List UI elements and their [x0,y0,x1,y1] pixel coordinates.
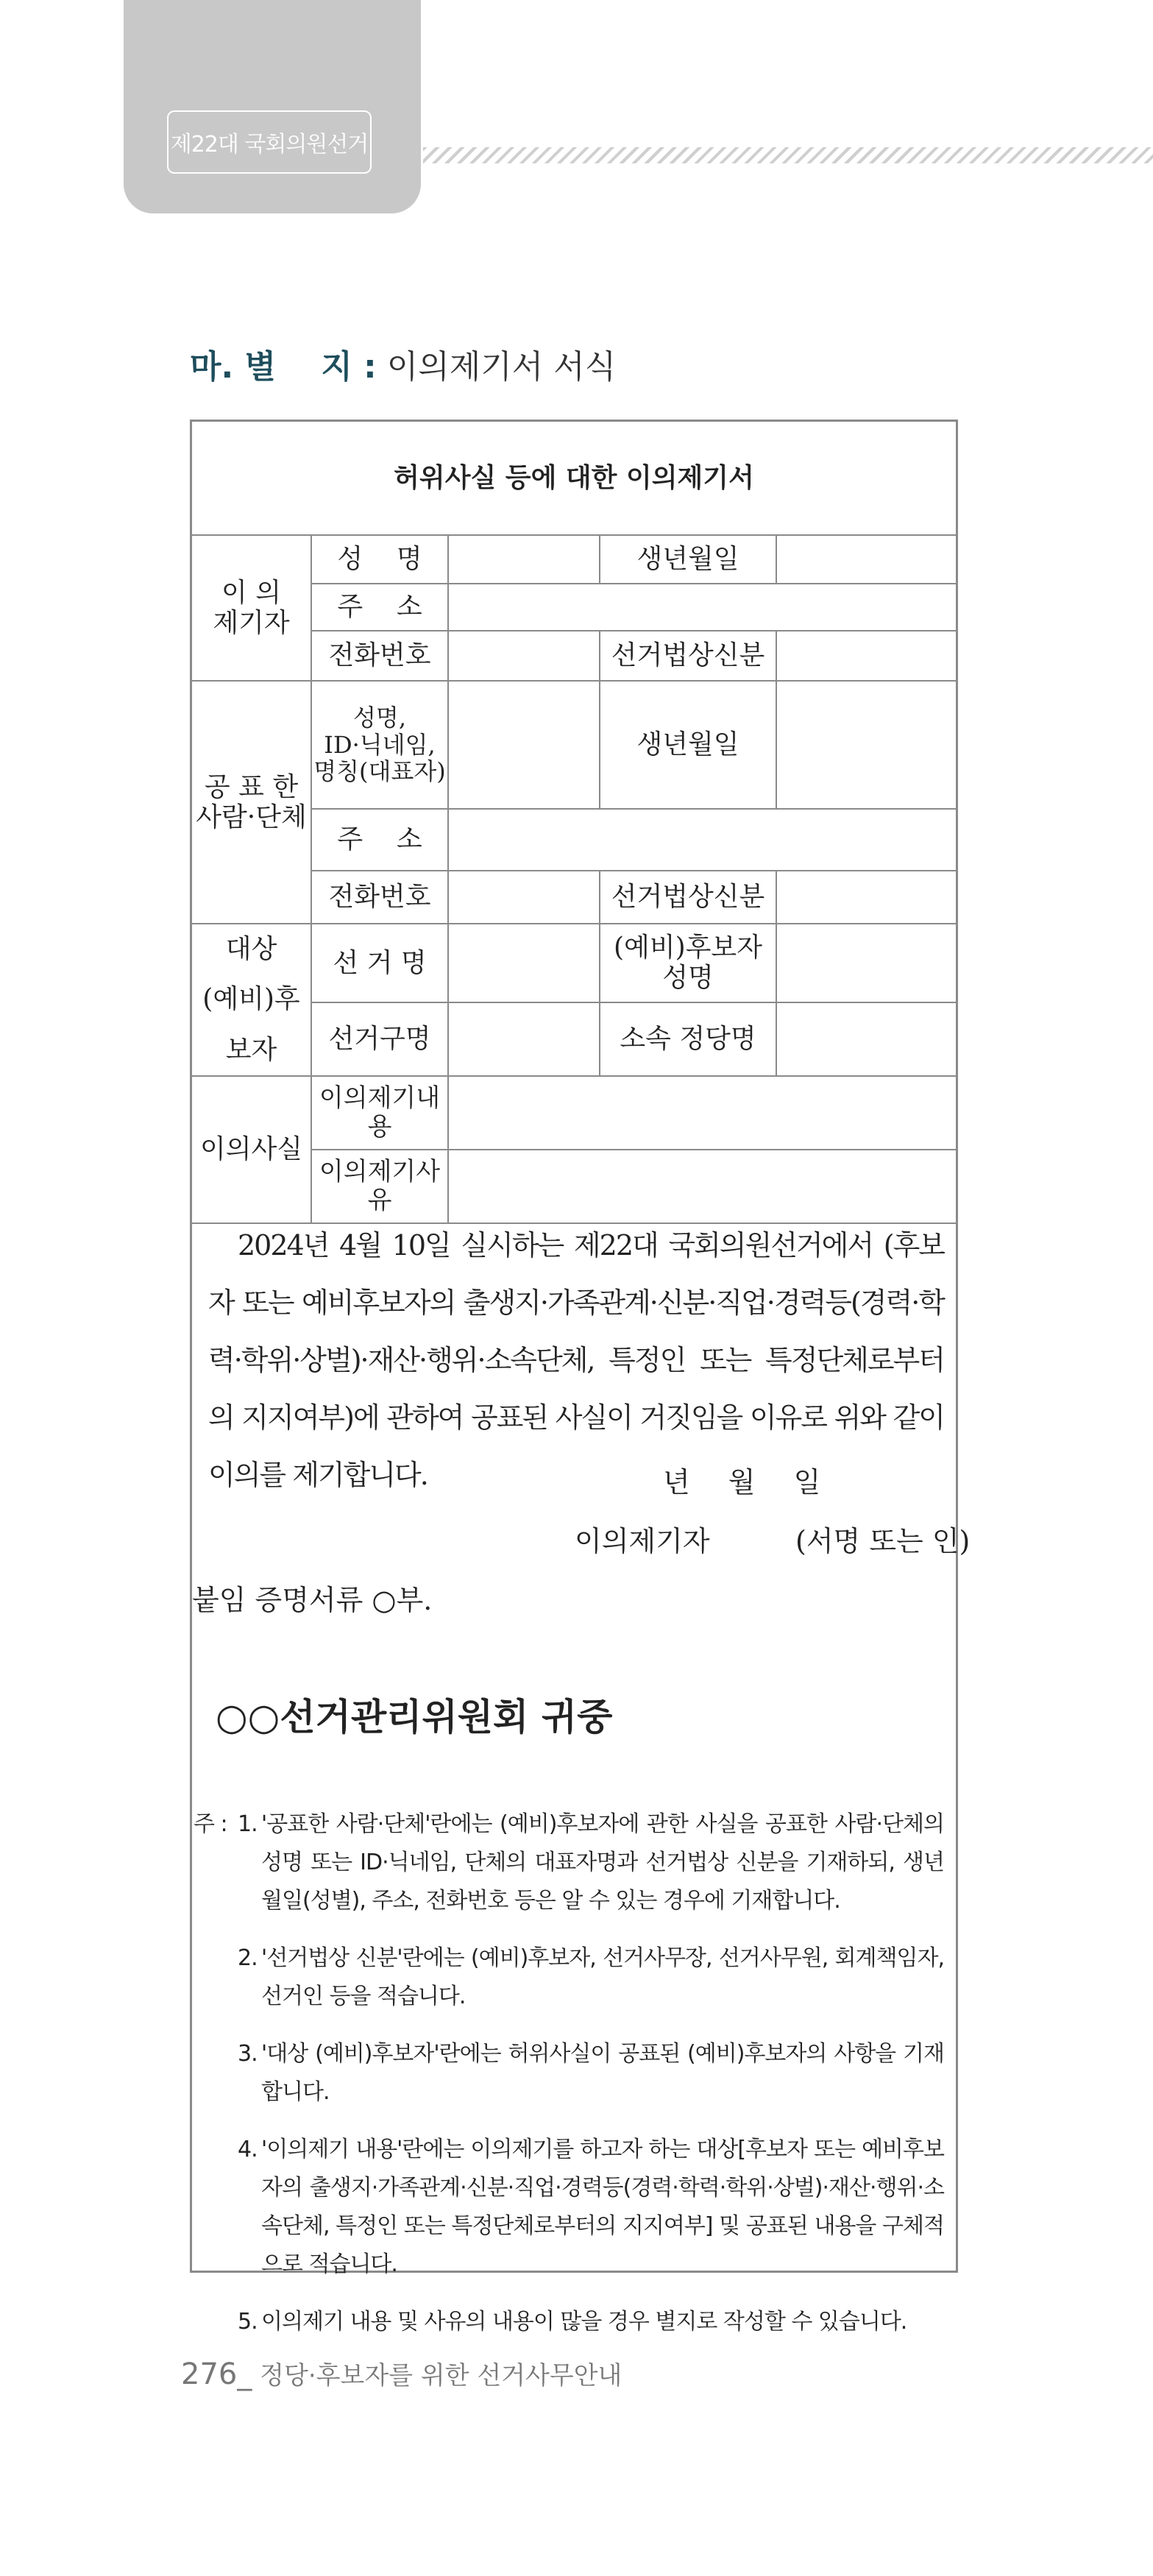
district-name-field[interactable] [448,1002,600,1077]
publisher-status-field[interactable] [776,871,956,924]
publisher-group-label: 공 표 한 사람·단체 [192,681,311,924]
recipient-line: ○○선거관리위원회 귀중 [216,1696,613,1738]
section-title [190,340,616,387]
party-name-field[interactable] [776,1002,956,1077]
note-number: 1. [238,1811,258,1837]
note-number: 4. [238,2137,258,2162]
objector-birth-field[interactable] [776,535,956,584]
party-name-label: 소속 정당명 [600,1002,776,1077]
objector-name-field[interactable] [448,535,600,584]
note-item [208,1805,944,1920]
header-stripe [423,147,1153,163]
objector-phone-label: 전화번호 [311,631,448,681]
signature-line [575,1518,971,1559]
signer-label: 이의제기자 [575,1525,710,1557]
signature-note: (서명 또는 인) [795,1525,971,1557]
objection-content-label: 이의제기내용 [311,1076,448,1150]
objection-content-field[interactable] [448,1076,956,1150]
objector-birth-label: 생년월일 [600,535,776,584]
objection-group-label: 이의사실 [192,1076,311,1223]
attachment-line: 붙임 증명서류 ○부. [192,1584,433,1616]
section-text: 이의제기서 서식 [376,348,617,386]
note-text: '대상 (예비)후보자'란에는 허위사실이 공표된 (예비)후보자의 사항을 기재합니다. [261,2041,944,2105]
form-title: 허위사실 등에 대한 이의제기서 [192,422,956,535]
publisher-birth-field[interactable] [776,681,956,809]
election-name-field[interactable] [448,924,600,1002]
note-item [208,2131,944,2284]
publisher-birth-label: 생년월일 [600,681,776,809]
objection-form [190,420,971,2335]
publisher-name-field[interactable] [448,681,600,809]
section-label: 마. 별 지 : [190,348,377,386]
date-line: 년 월 일 [663,1466,821,1498]
note-text: '공표한 사람·단체'란에는 (예비)후보자에 관한 사실을 공표한 사람·단체의 성명 또는 ID·닉네임, 단체의 대표자명과 선거법상 신분을 기재하되, 생년월일(성별), 주소, 전화번호 등은 알 수 있는 경우에 기재합니다. [261,1811,944,1914]
publisher-address-field[interactable] [448,809,956,871]
objection-reason-field[interactable] [448,1150,956,1223]
election-name-label: 선 거 명 [311,924,448,1002]
publisher-phone-label: 전화번호 [311,871,448,924]
objector-name-label: 성 명 [311,535,448,584]
candidate-group-label: 대상 (예비)후보자 [192,924,311,1076]
publisher-name-label: 성명, ID·닉네임, 명칭(대표자) [311,681,448,809]
note-item [208,1939,944,2016]
note-number: 3. [238,2041,258,2067]
page-number: 276_ [181,2357,252,2391]
notes-list [208,1805,944,2341]
notes-prefix: 주 : [194,1811,227,1837]
candidate-name-field[interactable] [776,924,956,1002]
header-tab [124,0,421,213]
form-table [192,422,956,1224]
objector-group-label: 이 의 제기자 [192,535,311,681]
note-text: 이의제기 내용 및 사유의 내용이 많을 경우 별지로 작성할 수 있습니다. [261,2309,907,2335]
note-text: '이의제기 내용'란에는 이의제기를 하고자 하는 대상[후보자 또는 예비후보자의 출생지·가족관계·신분·직업·경력등(경력·학력·학위·상벌)·재산·행위·소속단체, 특정인 또는 특정단체로부터의 지지여부] 및 공표된 내용을 구체적으로 적습니다. [261,2137,944,2277]
note-number: 2. [238,1945,258,1971]
notes-section [194,1805,944,2360]
page-footer [181,2355,622,2391]
note-text: '선거법상 신분'란에는 (예비)후보자, 선거사무장, 선거사무원, 회계책임자, 선거인 등을 적습니다. [261,1945,944,2009]
district-name-label: 선거구명 [311,1002,448,1077]
chapter-label: 제22대 국회의원선거 [167,110,372,174]
objector-address-field[interactable] [448,584,956,631]
publisher-status-label: 선거법상신분 [600,871,776,924]
book-title: 정당·후보자를 위한 선거사무안내 [252,2361,622,2391]
note-number: 5. [238,2309,258,2335]
objector-status-label: 선거법상신분 [600,631,776,681]
note-item [208,2303,944,2341]
objector-status-field[interactable] [776,631,956,681]
objector-phone-field[interactable] [448,631,600,681]
objection-reason-label: 이의제기사유 [311,1150,448,1223]
publisher-address-label: 주 소 [311,809,448,871]
objector-address-label: 주 소 [311,584,448,631]
candidate-name-label: (예비)후보자 성명 [600,924,776,1002]
publisher-phone-field[interactable] [448,871,600,924]
note-item [208,2035,944,2112]
statement-text: 2024년 4월 10일 실시하는 제22대 국회의원선거에서 (후보자 또는 예비후보자의 출생지·가족관계·신분·직업·경력등(경력·학력·학위·상벌)·재산·행위·소속단체, 특정인 또는 특정단체로부터의 지지여부)에 관하여 공표된 사실이 거짓임을 이유로 위와 같이 이의를 제기합니다. [208,1229,944,1491]
